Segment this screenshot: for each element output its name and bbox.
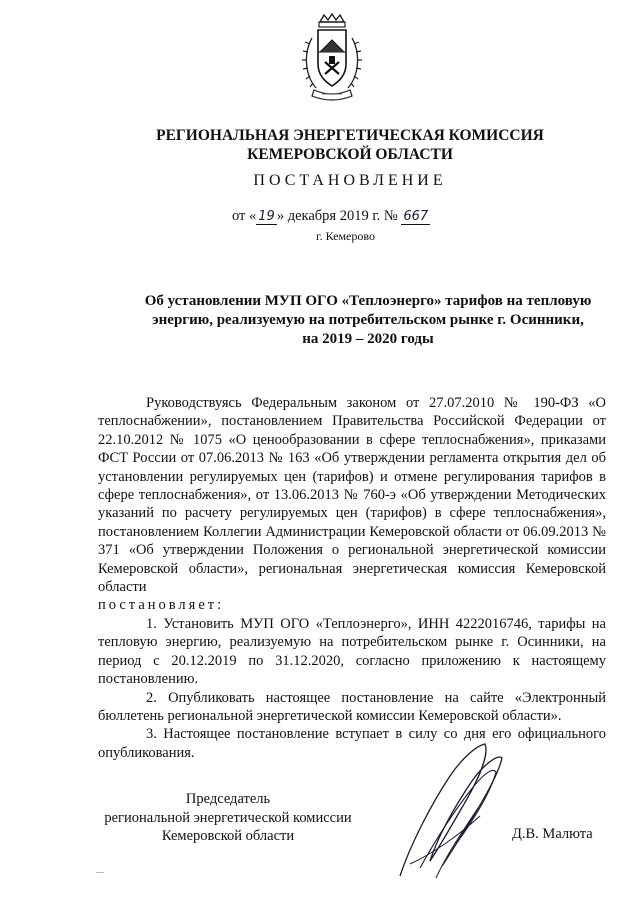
date-line xyxy=(232,208,430,225)
city: г. Кемерово xyxy=(316,229,375,243)
preamble-paragraph: Руководствуясь Федеральным законом от 27.07.2010 № 190-ФЗ «О теплоснабжении», постановлением Правительства Российской Федерации от 22.10.2012 № 1075 «О ценообразовании в сфере теплоснабжения», приказами ФСТ России от 07.06.2013 № 163 «Об утверждении регламента открытия дел об установлении регулируемых цен (тарифов) и отмене регулирования тарифов в сфере теплоснабжения», от 13.06.2013 № 760-э «Об утверждении Методических указаний по расчету регулируемых цен (тарифов) в сфере теплоснабжения», постановлением Коллегии Администрации Кемеровской области от 06.09.2013 № 371 «Об утверждении Положения о региональной энергетической комиссии Кемеровской области», региональная энергетическая комиссия Кемеровской области xyxy=(98,395,606,596)
date-day-handwritten: 19 xyxy=(258,209,275,224)
subject-line2: энергию, реализуемую на потребительском рынке г. Осинники, xyxy=(152,312,584,328)
document-number-handwritten: 667 xyxy=(403,209,429,224)
date-prefix: от « xyxy=(232,208,257,224)
document-type: ПОСТАНОВЛЕНИЕ xyxy=(253,172,447,189)
signatory-title-line2: региональной энергетической комиссии xyxy=(104,809,352,826)
divider xyxy=(96,872,104,873)
coat-of-arms-icon xyxy=(298,12,366,106)
signatory-title xyxy=(98,790,358,846)
resolution-item-3: 3. Настоящее постановление вступает в силу со дня его официального опубликования. xyxy=(98,726,606,761)
subject-line3: на 2019 – 2020 годы xyxy=(302,331,434,347)
org-name xyxy=(0,126,640,164)
resolution-item-1: 1. Установить МУП ОГО «Теплоэнерго», ИНН 4222016746, тарифы на тепловую энергию, реализуемую на потребительском рынке г. Осинники, на период с 20.12.2019 по 31.12.2020, согласно приложению к настоящему постановлению. xyxy=(98,615,606,688)
subject-line1: Об установлении МУП ОГО «Теплоэнерго» тарифов на тепловую xyxy=(144,293,592,309)
signatory-title-line3: Кемеровской области xyxy=(161,828,295,844)
signatory-title-line1: Председатель xyxy=(185,791,271,807)
document-body xyxy=(98,394,606,762)
handwritten-signature xyxy=(380,736,510,886)
resolves-word: постановляет: xyxy=(98,597,225,614)
org-name-line1: РЕГИОНАЛЬНАЯ ЭНЕРГЕТИЧЕСКАЯ КОМИССИЯ xyxy=(156,127,544,144)
resolution-item-2: 2. Опубликовать настоящее постановление на сайте «Электронный бюллетень региональной энергетической комиссии Кемеровской области». xyxy=(98,689,606,724)
document-subject xyxy=(118,292,618,349)
date-suffix: » декабря 2019 г. № xyxy=(276,208,398,224)
signatory-name: Д.В. Малюта xyxy=(512,826,593,842)
org-name-line2: КЕМЕРОВСКОЙ ОБЛАСТИ xyxy=(247,146,453,163)
